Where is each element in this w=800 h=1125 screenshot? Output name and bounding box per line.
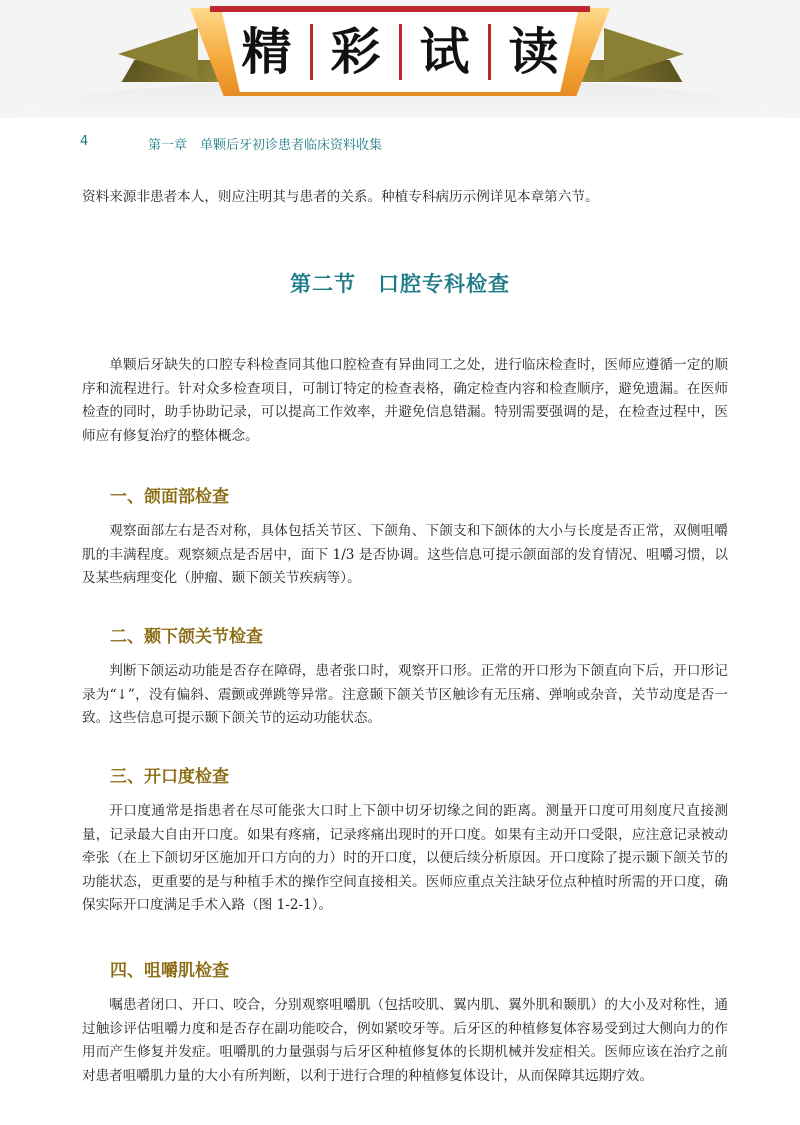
subsection-heading: 三、开口度检查: [110, 767, 229, 787]
subsection-heading: 四、咀嚼肌检查: [110, 961, 229, 981]
chapter-title: 第一章 单颗后牙初诊患者临床资料收集: [148, 138, 383, 153]
intro-line: 资料来源非患者本人，则应注明其与患者的关系。种植专科病历示例详见本章第六节。: [82, 189, 599, 205]
ribbon-left: [118, 28, 198, 80]
subsection-heading: 二、颞下颌关节检查: [110, 627, 263, 647]
section-intro-paragraph: 单颗后牙缺失的口腔专科检查同其他口腔检查有异曲同工之处，进行临床检查时，医师应遵循一定的顺序和流程进行。针对众多检查项目，可制订特定的检查表格，确定检查内容和检查顺序，避免遗漏。在医师检查的同时，助手协助记录，可以提高工作效率，并避免信息错漏。特别需要强调的是，在检查过程中，医师应有修复治疗的整体概念。: [82, 357, 728, 444]
subsection-paragraph: 观察面部左右是否对称，具体包括关节区、下颌角、下颌支和下颌体的大小与长度是否正常，双侧咀嚼肌的丰满程度。观察颏点是否居中，面下 1/3 是否协调。这些信息可提示颌面部的发育情况、咀嚼习惯，以及某些病理变化（肿瘤、颞下颌关节疾病等）。: [82, 523, 728, 586]
subsection-paragraph: 嘱患者闭口、开口、咬合，分别观察咀嚼肌（包括咬肌、翼内肌、翼外肌和颞肌）的大小及对称性，通过触诊评估咀嚼力度和是否存在副功能咬合，例如紧咬牙等。后牙区的种植修复体容易受到过大侧向力的作用而产生修复并发症。咀嚼肌的力量强弱与后牙区种植修复体的长期机械并发症相关。医师应该在治疗之前对患者咀嚼肌力量的大小有所判断，以利于进行合理的种植修复体设计，从而保障其远期疗效。: [82, 997, 728, 1084]
banner-char: 精: [241, 23, 292, 81]
subsection-paragraph: 开口度通常是指患者在尽可能张大口时上下颌中切牙切缘之间的距离。测量开口度可用刻度尺直接测量，记录最大自由开口度。如果有疼痛，记录疼痛出现时的开口度。如果有主动开口受限，应注意记录被动牵张（在上下颌切牙区施加开口方向的力）时的开口度，以便后续分析原因。开口度除了提示颞下颌关节的功能状态，更重要的是与种植手术的操作空间直接相关。医师应重点关注缺牙位点种植时所需的开口度，确保实际开口度满足手术入路（图 1-2-1）。: [82, 803, 728, 913]
banner-char: 彩: [330, 23, 381, 81]
subsection-paragraph: 判断下颌运动功能是否存在障碍，患者张口时，观察开口形。正常的开口形为下颌直向下后，开口形记录为“↓”，没有偏斜、震颤或弹跳等异常。注意颞下颌关节区触诊有无压痛、弹响或杂音，关节动度是否一致。这些信息可提示颞下颌关节的运动功能状态。: [82, 663, 728, 726]
section-title: 第二节 口腔专科检查: [290, 272, 510, 296]
subsection-heading: 一、颌面部检查: [110, 487, 229, 507]
page-number: 4: [80, 134, 89, 149]
banner-title: [222, 12, 578, 92]
banner-char: 试: [419, 23, 470, 81]
running-head: [80, 134, 720, 154]
banner-char: 读: [508, 23, 559, 81]
ribbon-right: [604, 28, 684, 80]
trial-read-banner: [0, 0, 800, 118]
